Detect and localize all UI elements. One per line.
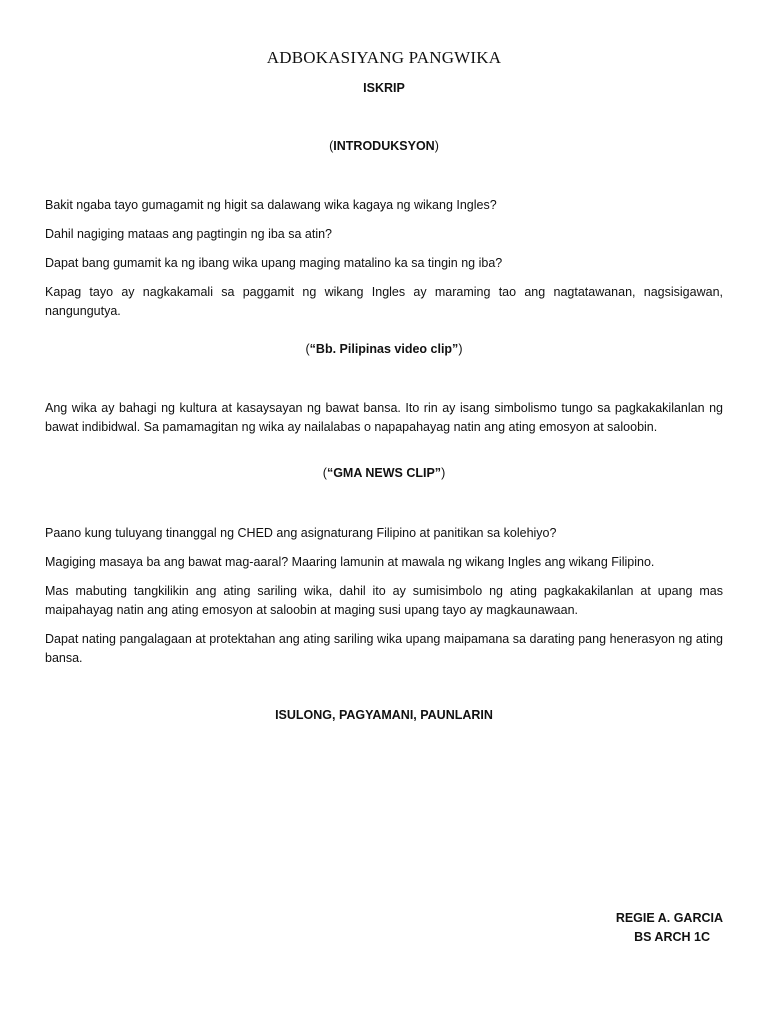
author-course: BS ARCH 1C [634, 930, 710, 944]
clip2-heading [0, 466, 768, 480]
clip2-label: “GMA NEWS CLIP” [326, 466, 442, 480]
body-line-1: Paano kung tuluyang tinanggal ng CHED ang asignaturang Filipino at panitikan sa kolehiyo? [45, 526, 557, 540]
intro-line-4: Kapag tayo ay nagkakamali sa paggamit ng wikang Ingles ay maraming tao ang nagtatawanan, nagsisigawan, nangungutya. [45, 285, 723, 318]
document-subtitle: ISKRIP [363, 81, 405, 95]
intro-line-2: Dahil nagiging mataas ang pagtingin ng iba sa atin? [45, 227, 333, 241]
document-title: ADBOKASIYANG PANGWIKA [266, 48, 502, 67]
intro-open-paren: ( [329, 139, 334, 153]
intro-label: INTRODUKSYON [333, 139, 435, 153]
slogan: ISULONG, PAGYAMANI, PAUNLARIN [275, 708, 493, 722]
intro-line-1: Bakit ngaba tayo gumagamit ng higit sa dalawang wika kagaya ng wikang Ingles? [45, 198, 497, 212]
clip2-open-paren: ( [322, 466, 327, 480]
author-name: REGIE A. GARCIA [615, 911, 723, 925]
clip2-close-paren: ) [441, 466, 446, 480]
clip1-label: “Bb. Pilipinas video clip” [309, 342, 459, 356]
clip1-close-paren: ) [458, 342, 463, 356]
body-line-2: Magiging masaya ba ang bawat mag-aaral? Maaring lamunin at mawala ng wikang Ingles ang wikang Filipino. [45, 555, 655, 569]
intro-heading [0, 139, 768, 153]
intro-line-3: Dapat bang gumamit ka ng ibang wika upang maging matalino ka sa tingin ng iba? [45, 256, 503, 270]
clip1-heading [0, 342, 768, 356]
clip1-open-paren: ( [305, 342, 310, 356]
body-line-4: Dapat nating pangalagaan at protektahan ang ating sariling wika upang maipamana sa darating pang henerasyon ng ating bansa. [45, 632, 723, 665]
intro-close-paren: ) [434, 139, 439, 153]
culture-paragraph: Ang wika ay bahagi ng kultura at kasaysayan ng bawat bansa. Ito rin ay isang simbolismo tungo sa pagkakakilanlan ng bawat indibidwal. Sa pamamagitan ng wika ay nailalabas o napapahayag natin ang ating emosyon at saloobin. [45, 401, 723, 434]
body-line-3: Mas mabuting tangkilikin ang ating sariling wika, dahil ito ay sumisimbolo ng ating pagkakakilanlan at upang mas maipahayag natin ang ating emosyon at saloobin at maging susi upang tayo ay magkaunawaan. [45, 584, 723, 617]
